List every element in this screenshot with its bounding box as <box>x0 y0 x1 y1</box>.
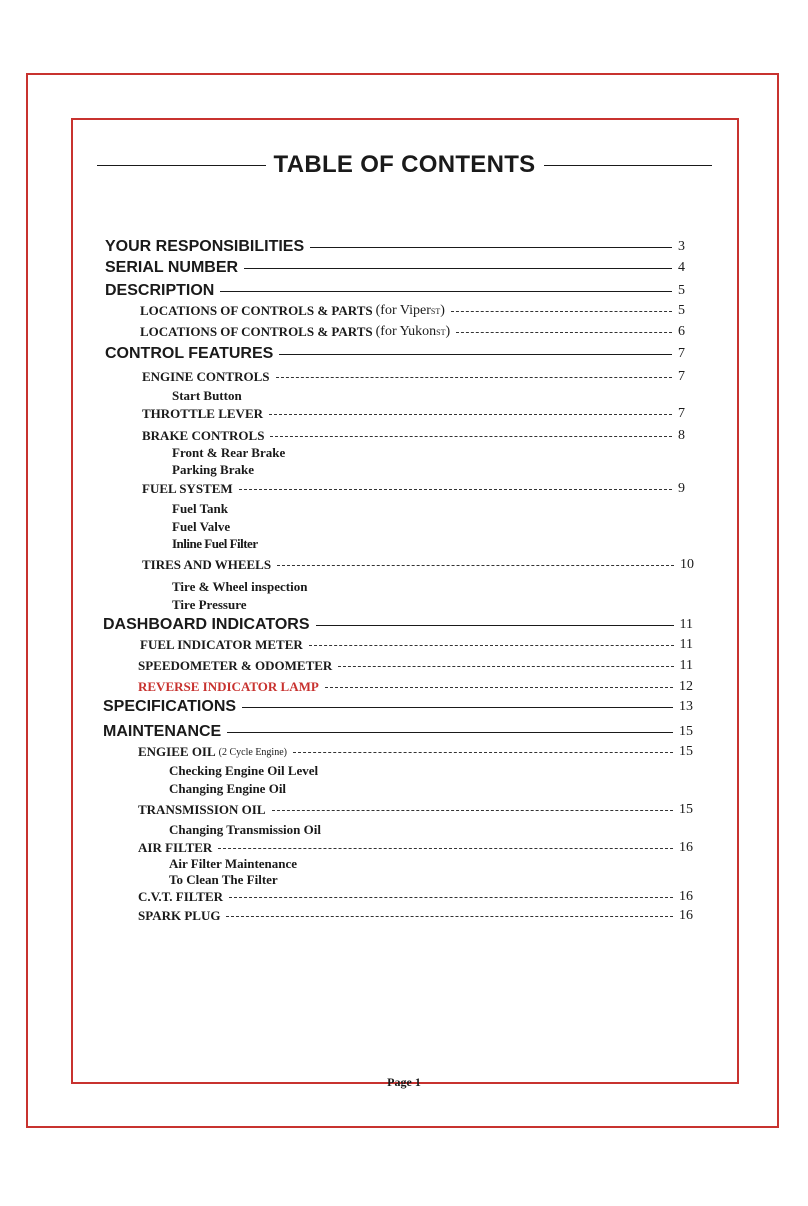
toc-entry-speedometer-odometer[interactable] <box>138 658 693 674</box>
toc-entry-description[interactable] <box>105 282 685 300</box>
toc-subitem[interactable]: Changing Engine Oil <box>169 781 287 796</box>
toc-leader <box>279 354 672 355</box>
toc-leader <box>242 707 673 708</box>
toc-page-number: 15 <box>679 802 693 817</box>
toc-page-number: 11 <box>679 637 693 652</box>
toc-label: SPEEDOMETER & ODOMETER <box>138 658 333 673</box>
toc-page-number: 11 <box>679 617 693 632</box>
toc-subitem[interactable]: Front & Rear Brake <box>172 445 286 460</box>
toc-label: DASHBOARD INDICATORS <box>103 616 310 633</box>
toc-leader <box>227 732 673 733</box>
toc-label-suffix: (2 Cycle Engine) <box>218 746 287 758</box>
toc-label: TIRES AND WHEELS <box>142 557 272 572</box>
toc-entry-reverse-indicator-lamp[interactable] <box>138 679 693 695</box>
page-footer-number: Page 1 <box>387 1075 421 1089</box>
toc-subitem[interactable]: Start Button <box>172 388 242 403</box>
toc-entry-serial-number[interactable] <box>105 259 685 277</box>
toc-entry-spark-plug[interactable] <box>138 908 693 924</box>
toc-label: SPECIFICATIONS <box>103 698 237 715</box>
toc-subitem[interactable]: Parking Brake <box>172 462 254 477</box>
toc-subitem[interactable]: Air Filter Maintenance <box>169 856 298 871</box>
toc-page-number: 7 <box>678 369 685 384</box>
toc-entry-your-responsibilities[interactable] <box>105 238 685 256</box>
toc-leader <box>218 848 673 849</box>
toc-entry-control-features[interactable] <box>105 345 685 363</box>
toc-entry-transmission-oil[interactable] <box>138 802 693 818</box>
toc-label: THROTTLE LEVER <box>142 406 264 421</box>
toc-leader <box>239 489 672 490</box>
toc-entry-air-filter[interactable] <box>138 840 693 856</box>
toc-label: YOUR RESPONSIBILITIES <box>105 238 305 255</box>
toc-label-suffix: (for Yukon <box>375 324 437 339</box>
toc-label: LOCATIONS OF CONTROLS & PARTS <box>140 324 373 339</box>
toc-page-number: 13 <box>679 699 693 714</box>
toc-label-subscript: ST <box>430 306 441 316</box>
toc-leader <box>277 565 674 566</box>
toc-entry-locations-viper[interactable] <box>140 303 685 319</box>
toc-page-number: 9 <box>678 481 685 496</box>
toc-leader <box>293 752 673 753</box>
toc-leader <box>270 436 672 437</box>
toc-label: FUEL INDICATOR METER <box>140 637 303 652</box>
toc-page-number: 16 <box>679 840 693 855</box>
toc-subitem[interactable]: Changing Transmission Oil <box>169 822 321 837</box>
toc-leader <box>269 414 672 415</box>
toc-page-number: 7 <box>678 406 685 421</box>
toc-subitem[interactable]: Inline Fuel Filter <box>172 536 258 551</box>
toc-page-number: 16 <box>679 908 693 923</box>
toc-subitem[interactable]: Checking Engine Oil Level <box>169 763 319 778</box>
toc-entry-engine-controls[interactable] <box>142 369 685 385</box>
toc-label: TRANSMISSION OIL <box>138 802 266 817</box>
toc-entry-locations-yukon[interactable] <box>140 324 685 340</box>
toc-page-number: 8 <box>678 428 685 443</box>
toc-label: ENGINE CONTROLS <box>142 369 270 384</box>
toc-label-suffix-end: ) <box>440 303 445 318</box>
toc-page-number: 3 <box>678 239 685 254</box>
toc-page-number: 15 <box>679 724 693 739</box>
toc-label: DESCRIPTION <box>105 282 215 299</box>
toc-title-row <box>97 150 712 180</box>
toc-entry-brake-controls[interactable] <box>142 428 685 444</box>
page-title: TABLE OF CONTENTS <box>273 151 536 178</box>
toc-label: ENGIEE OIL <box>138 744 216 759</box>
toc-page-number: 5 <box>678 283 685 298</box>
title-rule-left <box>97 165 266 166</box>
toc-entry-dashboard-indicators[interactable] <box>103 616 693 634</box>
toc-page-number: 7 <box>678 346 685 361</box>
toc-page-number: 10 <box>680 557 694 572</box>
toc-label: SERIAL NUMBER <box>105 259 239 276</box>
toc-label: FUEL SYSTEM <box>142 481 233 496</box>
toc-subitem[interactable]: Fuel Valve <box>172 519 231 534</box>
toc-page-number: 4 <box>678 260 685 275</box>
toc-leader <box>316 625 674 626</box>
toc-label-suffix: (for Viper <box>375 303 431 318</box>
toc-leader <box>325 687 673 688</box>
toc-page-number: 11 <box>679 658 693 673</box>
toc-leader <box>220 291 672 292</box>
toc-entry-engine-oil[interactable] <box>138 744 693 760</box>
toc-leader <box>226 916 673 917</box>
toc-label: CONTROL FEATURES <box>105 345 274 362</box>
toc-leader <box>229 897 673 898</box>
toc-leader <box>276 377 673 378</box>
toc-entry-cvt-filter[interactable] <box>138 889 693 905</box>
toc-page-number: 16 <box>679 889 693 904</box>
toc-page-number: 12 <box>679 679 693 694</box>
toc-leader <box>451 311 672 312</box>
toc-page-number: 5 <box>678 303 685 318</box>
toc-entry-specifications[interactable] <box>103 698 693 716</box>
toc-label: MAINTENANCE <box>103 723 222 740</box>
toc-label: SPARK PLUG <box>138 908 221 923</box>
toc-label: LOCATIONS OF CONTROLS & PARTS <box>140 303 373 318</box>
toc-leader <box>338 666 673 667</box>
toc-label: AIR FILTER <box>138 840 213 855</box>
toc-entry-tires-and-wheels[interactable] <box>142 557 694 573</box>
toc-entry-fuel-system[interactable] <box>142 481 685 497</box>
toc-leader <box>309 645 674 646</box>
toc-entry-maintenance[interactable] <box>103 723 693 741</box>
toc-label-suffix-end: ) <box>445 324 451 339</box>
toc-label: REVERSE INDICATOR LAMP <box>138 679 319 694</box>
toc-page-number: 6 <box>678 324 685 339</box>
toc-subitem[interactable]: To Clean The Filter <box>169 872 278 887</box>
toc-leader <box>244 268 672 269</box>
title-rule-right <box>544 165 713 166</box>
toc-entry-throttle-lever[interactable] <box>142 406 685 422</box>
toc-subitem[interactable]: Tire & Wheel inspection <box>172 579 308 594</box>
toc-subitem[interactable]: Tire Pressure <box>172 597 247 612</box>
toc-label: BRAKE CONTROLS <box>142 428 265 443</box>
toc-leader <box>456 332 672 333</box>
toc-leader <box>310 247 672 248</box>
toc-label-subscript: ST <box>436 327 446 337</box>
toc-leader <box>272 810 673 811</box>
toc-page-number: 15 <box>679 744 693 759</box>
toc-label: C.V.T. FILTER <box>138 889 224 904</box>
toc-subitem[interactable]: Fuel Tank <box>172 501 229 516</box>
toc-entry-fuel-indicator-meter[interactable] <box>140 637 693 653</box>
